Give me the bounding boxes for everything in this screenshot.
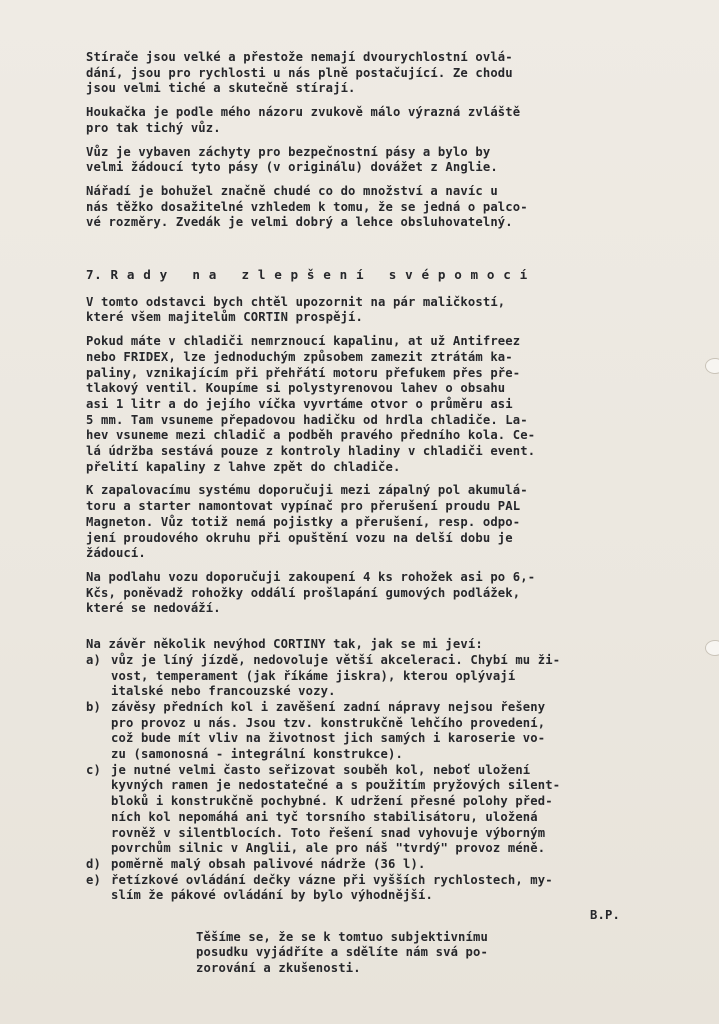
section-heading: 7. R a d y n a z l e p š e n í s v é p o m o c í: [86, 267, 528, 283]
signature: B.P.: [590, 908, 620, 923]
paragraph-seatbelts: Vůz je vybaven záchyty pro bezpečnostní pásy a bylo by velmi žádoucí tyto pásy (v originálu) dovážet z Anglie.: [86, 144, 498, 175]
paragraph-tools: Nářadí je bohužel značně chudé co do množství a navíc u nás těžko dosažitelné vzhledem k tomu, že se jedná o palco- vé rozměry. Zvedák je velmi dobrý a lehce obsluhovatelný.: [86, 183, 528, 230]
list-item-text: poměrně malý obsah palivové nádrže (36 l).: [111, 856, 426, 871]
list-item-text: vůz je líný jízdě, nedovoluje větší akceleraci. Chybí mu ži- vost, temperament (jak říkáme jiskra), kterou oplývají italské nebo francouzské vozy.: [111, 652, 561, 699]
paragraph-wipers: Stírače jsou velké a přestože nemají dvourychlostní ovlá- dání, jsou pro rychlosti u nás plně postačující. Ze chodu jsou velmi tiché a skutečně stírají.: [86, 50, 513, 96]
disadvantages-list: [86, 653, 626, 904]
list-item: [86, 857, 626, 873]
paragraph-horn: Houkačka je podle mého názoru zvukově málo výrazná zvláště pro tak tichý vůz.: [86, 105, 521, 135]
list-letter: a): [86, 652, 101, 667]
list-letter: c): [86, 762, 101, 777]
list-letter: d): [86, 856, 101, 871]
list-item: [86, 653, 626, 700]
list-intro: Na závěr několik nevýhod CORTINY tak, jak se mi jeví:: [86, 637, 483, 652]
list-letter: b): [86, 699, 101, 714]
list-letter: e): [86, 872, 101, 887]
list-item: [86, 700, 626, 763]
list-item-text: závěsy předních kol i zavěšení zadní nápravy nejsou řešeny pro provoz u nás. Jsou tzv. konstrukčně lehčího provedení, což bude mít vliv na životnost jich samých i karoserie vo- zu (samonosná - integrální konstrukce).: [111, 699, 546, 762]
list-item: [86, 763, 626, 857]
paragraph-coolant: Pokud máte v chladiči nemrznoucí kapalinu, at už Antifreez nebo FRIDEX, lze jednoduchým způsobem zamezit ztrátám ka- paliny, vznikajícím při přehřátí motoru přefukem přes pře- tlakový ventil. Koupíme si polystyrenovou lahev o obsahu asi 1 litr a do jejího víčka vyvrtáme otvor o průměru asi 5 mm. Tam vsuneme přepadovou hadičku od hrdla chladiče. La- hev vsuneme mezi chladič a podběh pravého předního kola. Ce- lá údržba sestává pouze z kontroly hladiny v chladiči event. přelití kapaliny z lahve zpět do chladiče.: [86, 334, 536, 474]
punch-hole: [705, 358, 719, 374]
list-item-text: je nutné velmi často seřizovat souběh kol, neboť uložení kyvných ramen je nedostatečné a s použitím pryžových silent- bloků i konstrukčně pochybné. K udržení přesné polohy před- ních kol nepomáhá ani tyč torsního stabilisátoru, uložená rovněž v silentblocích. Toto řešení snad vyhovuje výborným povrchům silnic v Anglii, ale pro náš "tvrdý" provoz méně.: [111, 762, 561, 856]
document-body: [86, 50, 626, 989]
list-item-text: řetízkové ovládání dečky vázne při vyšších rychlostech, my- slím že pákové ovládání by bylo výhodnější.: [111, 872, 553, 903]
section-spacer: [86, 239, 626, 267]
paragraph-intro: V tomto odstavci bych chtěl upozornit na pár maličkostí, které všem majitelům CORTIN prospějí.: [86, 294, 506, 325]
paragraph-ignition: K zapalovacímu systému doporučuji mezi zápalný pol akumulá- toru a starter namontovat vypínač pro přerušení proudu PAL Magneton. Vůz totiž nemá pojistky a přerušení, resp. odpo- jení proudového okruhu při opuštění vozu na delší dobu je žádoucí.: [86, 483, 528, 561]
paragraph-floor-mats: Na podlahu vozu doporučuji zakoupení 4 ks rohožek asi po 6,- Kčs, poněvadž rohožky oddálí prošlapání gumových podlážek, které se nedováží.: [86, 569, 536, 616]
punch-hole: [705, 640, 719, 656]
list-item: [86, 873, 626, 904]
closing-note: Těšíme se, že se k tomtuo subjektivnímu posudku vyjádříte a sdělíte nám svá po- zorování a zkušenosti.: [196, 929, 489, 976]
list-spacer: [86, 625, 626, 637]
